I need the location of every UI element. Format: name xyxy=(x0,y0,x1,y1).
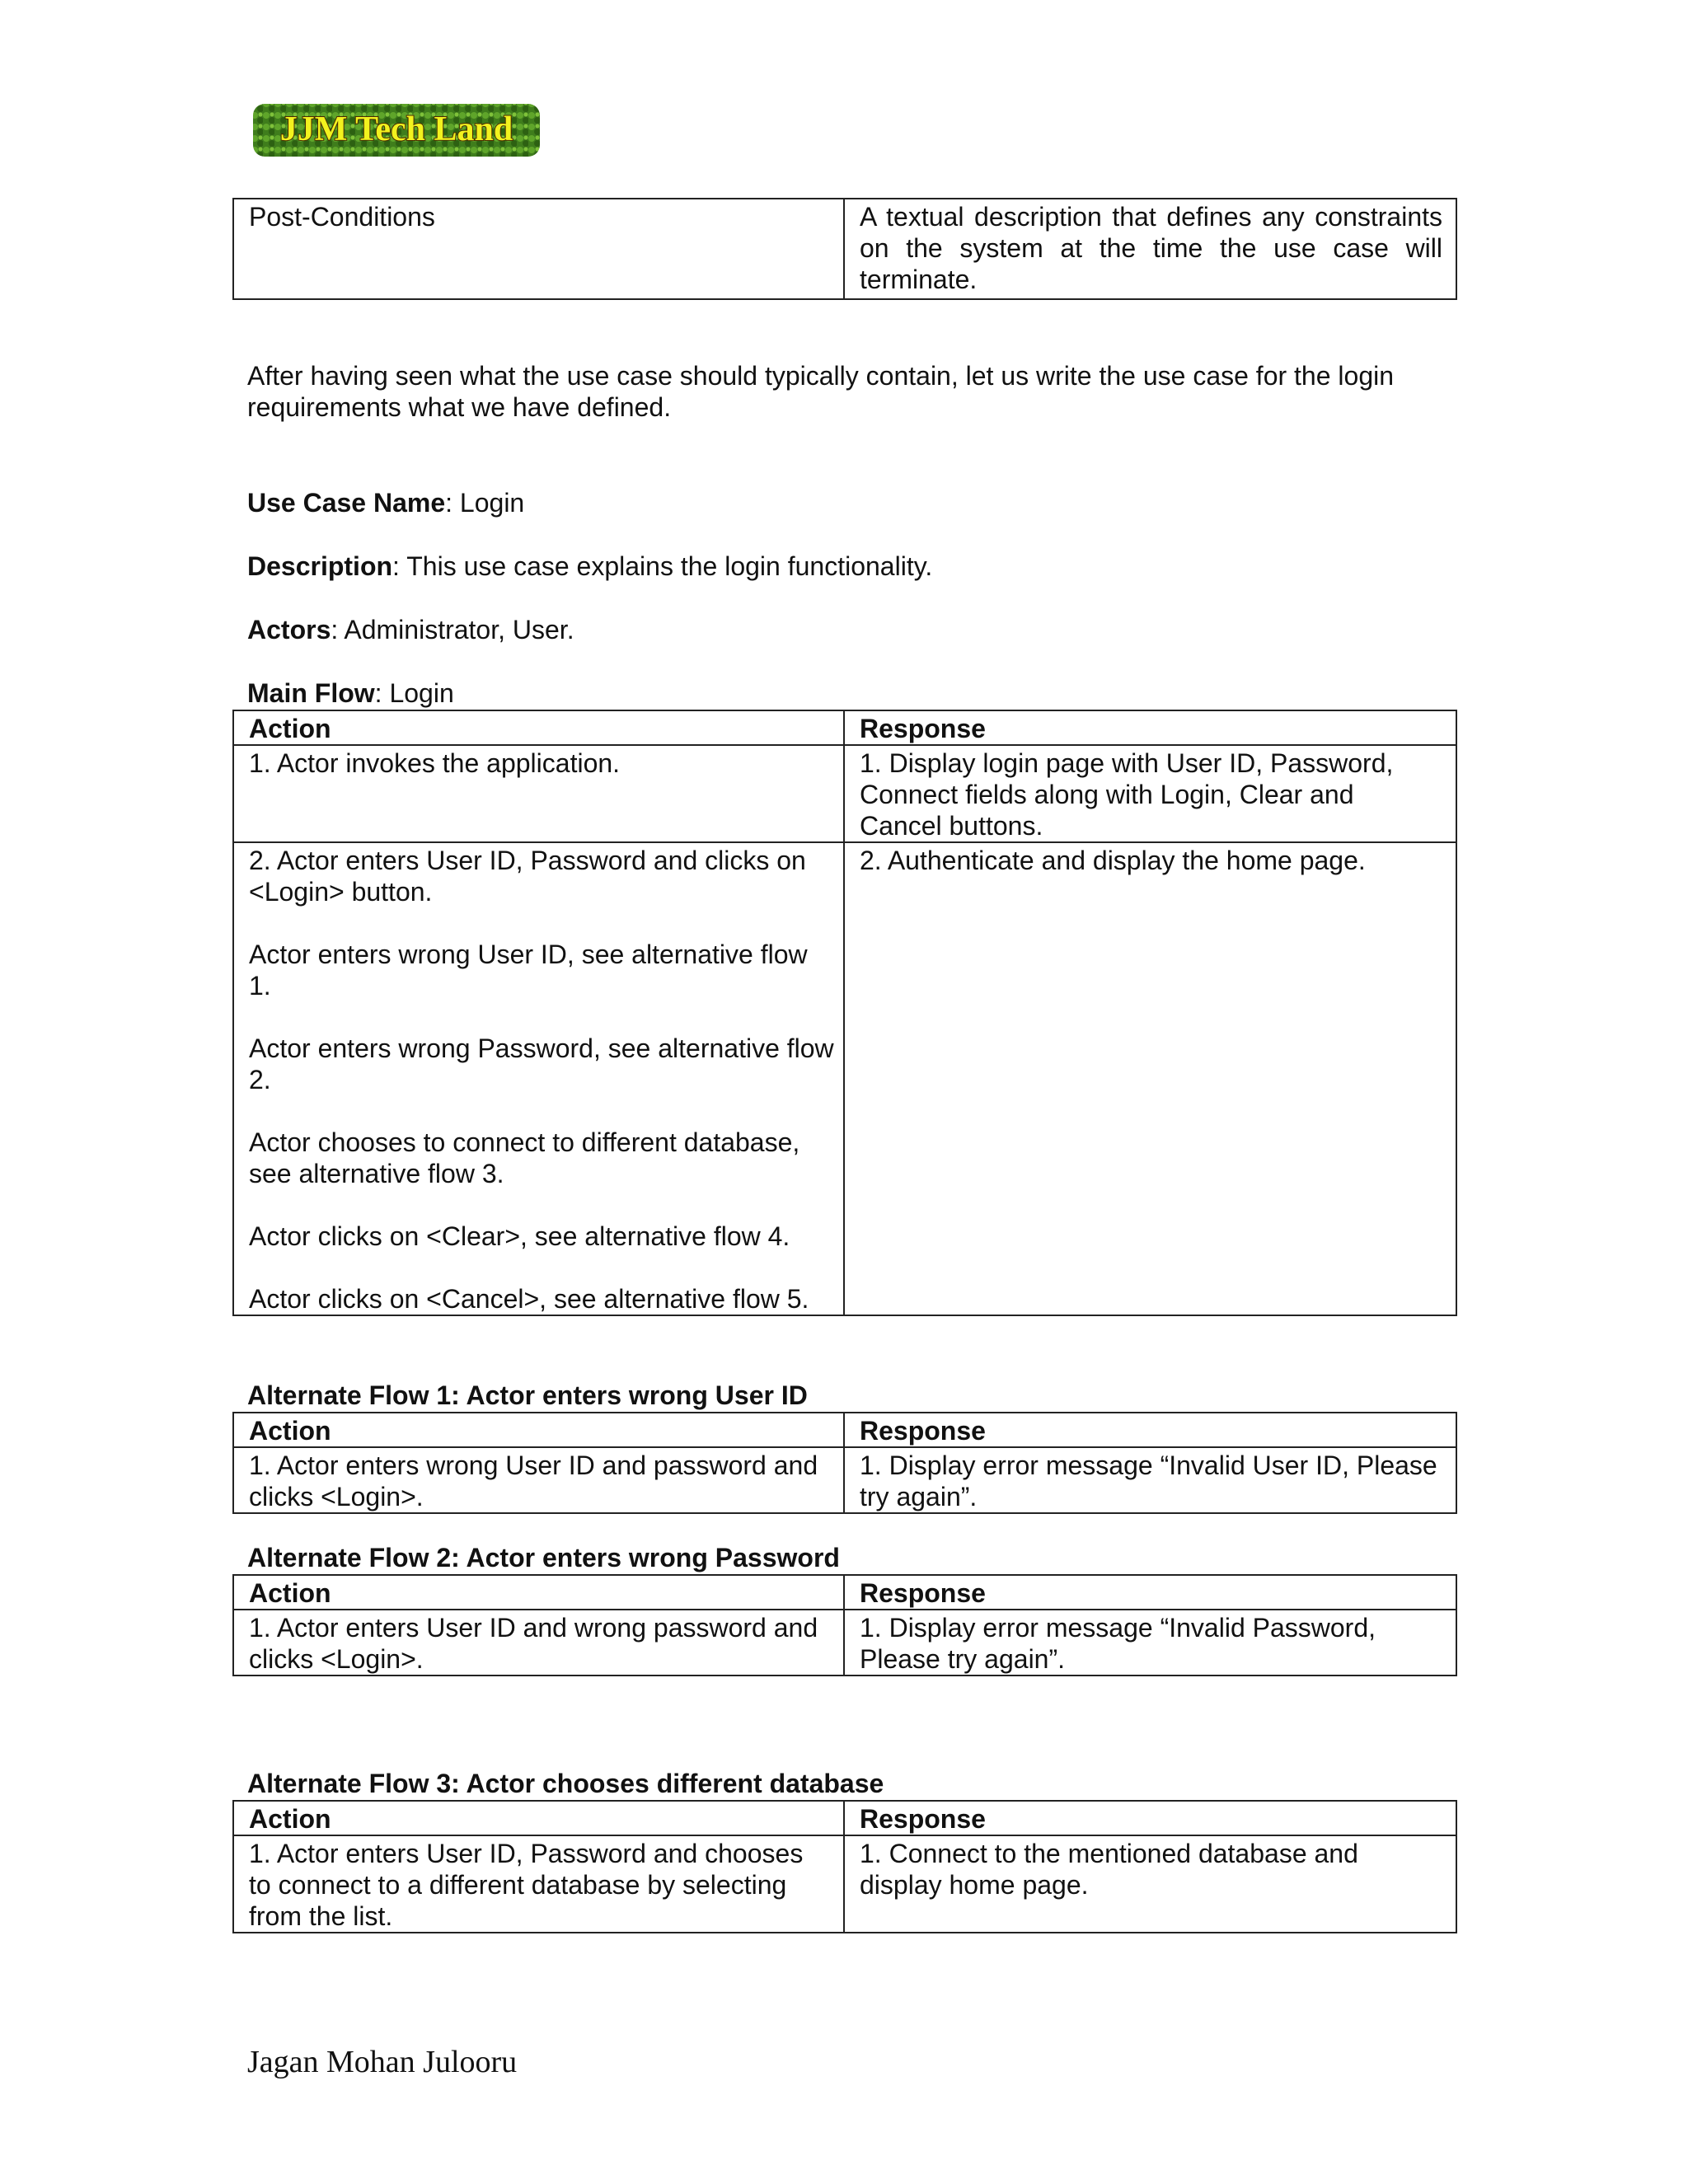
action-text: 2. Actor enters User ID, Password and clicks on <Login> button. xyxy=(249,846,806,907)
action-text: Actor enters wrong User ID, see alternative flow 1. xyxy=(249,940,808,1001)
use-case-description xyxy=(247,551,1434,582)
main-flow-table xyxy=(232,710,1457,1316)
response-cell: 1. Display error message “Invalid Password, Please try again”. xyxy=(844,1610,1456,1675)
response-cell: 1. Display error message “Invalid User ID, Please try again”. xyxy=(844,1447,1456,1513)
column-header-action: Action xyxy=(233,1801,844,1835)
response-cell: 1. Display login page with User ID, Password, Connect fields along with Login, Clear and Cancel buttons. xyxy=(844,745,1456,842)
table-row xyxy=(233,1835,1456,1933)
post-conditions-label: Post-Conditions xyxy=(233,199,844,299)
column-header-response: Response xyxy=(844,1575,1456,1610)
actors-label: Actors xyxy=(247,615,331,644)
description-label: Description xyxy=(247,551,393,581)
intro-paragraph: After having seen what the use case should typically contain, let us write the use case for the login requirements what we have defined. xyxy=(247,361,1395,422)
table-header-row xyxy=(233,1413,1456,1447)
post-conditions-table xyxy=(232,198,1457,300)
column-header-action: Action xyxy=(233,710,844,745)
action-cell xyxy=(233,745,844,842)
column-header-response: Response xyxy=(844,1413,1456,1447)
main-flow-heading xyxy=(247,677,1434,709)
use-case-name xyxy=(247,487,1434,518)
table-row xyxy=(233,1610,1456,1675)
alt-flow-1-title: Alternate Flow 1: Actor enters wrong User ID xyxy=(247,1380,808,1410)
action-text: Actor clicks on <Clear>, see alternative flow 4. xyxy=(249,1221,790,1251)
table-row xyxy=(233,1447,1456,1513)
table-row xyxy=(233,199,1456,299)
action-cell: 1. Actor enters wrong User ID and password and clicks <Login>. xyxy=(233,1447,844,1513)
use-case-actors xyxy=(247,614,1434,645)
alt-flow-3-title: Alternate Flow 3: Actor chooses different database xyxy=(247,1769,884,1798)
footer-author: Jagan Mohan Julooru xyxy=(247,2045,518,2079)
use-case-name-label: Use Case Name xyxy=(247,488,446,518)
action-text: Actor clicks on <Cancel>, see alternative flow 5. xyxy=(249,1284,809,1314)
alt-flow-3-table xyxy=(232,1800,1457,1933)
table-header-row xyxy=(233,1801,1456,1835)
alt-flow-2-title: Alternate Flow 2: Actor enters wrong Password xyxy=(247,1543,840,1572)
main-flow-value: : Login xyxy=(374,678,454,708)
post-conditions-text: A textual description that defines any constraints on the system at the time the use case will terminate. xyxy=(844,199,1456,299)
jjm-tech-land-logo xyxy=(251,101,542,160)
action-cell: 1. Actor enters User ID and wrong password and clicks <Login>. xyxy=(233,1610,844,1675)
alt-flow-2-table xyxy=(232,1574,1457,1676)
response-cell: 1. Connect to the mentioned database and display home page. xyxy=(844,1835,1456,1933)
logo-text: JJM Tech Land xyxy=(279,110,513,148)
main-flow-label: Main Flow xyxy=(247,678,375,708)
column-header-action: Action xyxy=(233,1413,844,1447)
description-value: : This use case explains the login functionality. xyxy=(392,551,933,581)
table-row xyxy=(233,745,1456,842)
action-cell: 1. Actor enters User ID, Password and chooses to connect to a different database by selecting from the list. xyxy=(233,1835,844,1933)
use-case-name-value: : Login xyxy=(445,488,525,518)
table-row xyxy=(233,842,1456,1315)
table-header-row xyxy=(233,1575,1456,1610)
alt-flow-1-table xyxy=(232,1412,1457,1514)
table-header-row xyxy=(233,710,1456,745)
column-header-response: Response xyxy=(844,1801,1456,1835)
column-header-response: Response xyxy=(844,710,1456,745)
action-cell xyxy=(233,842,844,1315)
action-text: 1. Actor invokes the application. xyxy=(249,748,621,778)
actors-value: : Administrator, User. xyxy=(331,615,574,644)
column-header-action: Action xyxy=(233,1575,844,1610)
action-text: Actor enters wrong Password, see alternative flow 2. xyxy=(249,1033,834,1094)
response-cell: 2. Authenticate and display the home page. xyxy=(844,842,1456,1315)
action-text: Actor chooses to connect to different database, see alternative flow 3. xyxy=(249,1127,800,1188)
